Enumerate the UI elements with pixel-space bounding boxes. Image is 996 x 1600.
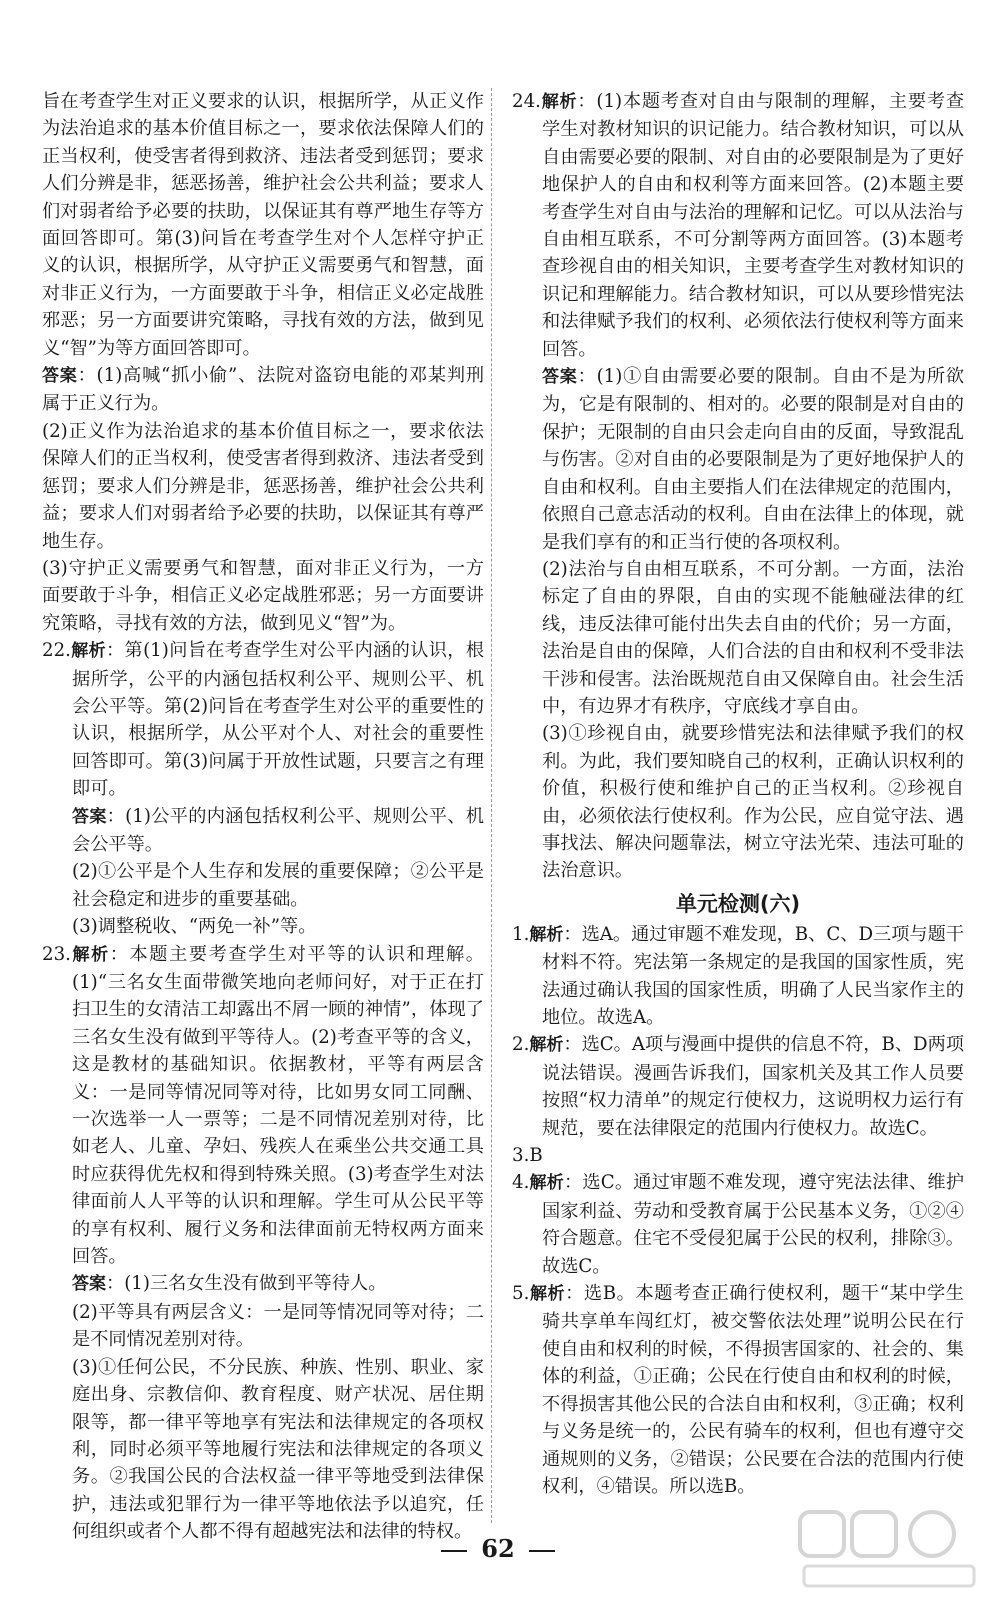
q22-answer-2: (2)①公平是个人生存和发展的重要保障；②公平是社会稳定和进步的重要基础。 bbox=[72, 861, 484, 910]
q24-answer-1: 答案：(1)①自由需要必要的限制。自由不是为所欲为，它是有限制的、相对的。必要的限制是对自由的保护；无限制的自由只会走向自由的反面，导致混乱与伤害。②对自由的必要限制是为了更好地保护人的自由和权利。自由主要指人们在法律规定的范围内，依照自己意志活动的权利。自由在法律上的体现，就是我们享有的和正当行使的各项权利。 bbox=[542, 366, 965, 553]
right-column bbox=[512, 88, 964, 1500]
answer-label: 答案 bbox=[42, 366, 78, 387]
q24-analysis: 24.解析：(1)本题考查对自由与限制的理解，主要考查学生对教材知识的识记能力。结合教材知识，可以从自由需要必要的限制、对自由的必要限制是为了更好地保护人的自由和权利等方面来回答。(2)本题主要考查学生对自由与法治的理解和记忆。可以从法治与自由相互联系，不可分割等两方面回答。(3)本题考查珍视自由的相关知识，主要考查学生对教材知识的识记和理解能力。结合教材知识，可以从要珍惜宪法和法律赋予我们的权利、必须依法行使权利等方面来回答。 bbox=[512, 91, 965, 360]
watermark-logo bbox=[796, 1506, 982, 1592]
s3-answer: 3.B bbox=[512, 1145, 543, 1167]
page-number: 62 bbox=[0, 1534, 996, 1563]
q24-answer-2: (2)法治与自由相互联系，不可分割。一方面，法治标定了自由的界限，自由的实现不能触碰法律的红线，违反法律可能付出失去自由的代价；另一方面，法治是自由的保障，人们合法的自由和权利不受非法干涉和侵害。法治既规范自由又保障自由。社会生活中，有边界才有秩序，守底线才享自由。 bbox=[542, 558, 964, 717]
dash-right bbox=[529, 1550, 555, 1552]
q21-answer-1: 答案：(1)高喊“抓小偷”、法院对盗窃电能的邓某判刑属于正义行为。 bbox=[42, 365, 485, 415]
s1-analysis: 1.解析：选A。通过审题不难发现，B、C、D三项与题干材料不符。宪法第一条规定的是我国的国家性质，宪法通过确认我国的国家性质，明确了人民当家作主的地位。故选A。 bbox=[512, 923, 965, 1028]
q21-answer-2: (2)正义作为法治追求的基本价值目标之一，要求依法保障人们的正当权利，使受害者得到救济、违法者受到惩罚；要求人们分辨是非，惩恶扬善，维护社会公共利益；要求人们对弱者给予必要的扶助，以保证其有尊严地生存。 bbox=[42, 420, 484, 552]
s4-analysis: 4.解析：选C。通过审题不难发现，遵守宪法法律、维护国家利益、劳动和受教育属于公民基本义务，①②④符合题意。住宅不受侵犯属于公民的权利，排除③。故选C。 bbox=[512, 1172, 965, 1277]
q23-answer-3: (3)①任何公民，不分民族、种族、性别、职业、家庭出身、宗教信仰、教育程度、财产状况、居住期限等，都一律平等地享有宪法和法律规定的各项权利，同时必须平等地履行宪法和法律规定的各项义务。②我国公民的合法权益一律平等地受到法律保护，违法或犯罪行为一律平等地依法予以追究，任何组织或者个人都不得有超越宪法和法律的特权。 bbox=[72, 1356, 484, 1543]
q23-analysis: 23.解析：本题主要考查学生对平等的认识和理解。(1)“三名女生面带微笑地向老师问好，对于正在打扫卫生的女清洁工却露出不屑一顾的神情”，体现了三名女生没有做到平等待人。(2)考查平等的含义，这是教材的基础知识。依据教材，平等有两层含义：一是同等情况同等对待，比如男女同工同酬、一次选举一人一票等；二是不同情况差别对待，比如老人、儿童、孕妇、残疾人在乘坐公共交通工具时应获得优先权和得到特殊关照。(3)考查学生对法律面前人人平等的认识和理解。学生可从公民平等的享有权利、履行义务和法律面前无特权两方面来回答。 bbox=[42, 943, 484, 1268]
q23-answer-2: (2)平等具有两层含义：一是同等情况同等对待；二是不同情况差别对待。 bbox=[72, 1301, 484, 1351]
q24-answer-3: (3)①珍视自由，就要珍惜宪法和法律赋予我们的权利。为此，我们要知晓自己的权利，正确认识权利的价值，积极行使和维护自己的正当权利。②珍视自由，必须依法行使权利。作为公民，应自觉守法、遇事找法、解决问题靠法，树立守法光荣、违法可耻的法治意识。 bbox=[542, 723, 964, 882]
s5-analysis: 5.解析：选B。本题考查正确行使权利，题干“某中学生骑共享单车闯红灯，被交警依法处理”说明公民在行使自由和权利的时候，不得损害国家的、社会的、集体的利益，①正确；公民在行使自由和权利的时候，不得损害其他公民的合法自由和权利，③正确；权利与义务是统一的，公民有骑车的权利，但也有遵守交通规则的义务，②错误；公民要在合法的范围内行使权利，④错误。所以选B。 bbox=[512, 1283, 964, 1497]
q23-answer-1: 答案：(1)三名女生没有做到平等待人。 bbox=[72, 1273, 387, 1295]
left-column bbox=[42, 88, 484, 1546]
column-divider bbox=[491, 88, 492, 1523]
q21-answer-3: (3)守护正义需要勇气和智慧，面对非正义行为，一方面要敢于斗争，相信正义必定战胜邪恶；另一方面要讲究策略，寻找有效的方法，做到见义“智”为。 bbox=[42, 557, 484, 634]
q22-answer-3: (3)调整税收、“两免一补”等。 bbox=[72, 916, 317, 938]
q21-analysis-continued: 旨在考查学生对正义要求的认识，根据所学，从正义作为法治追求的基本价值目标之一，要求依法保障人们的正当权利，使受害者得到救济、违法者受到惩罚；要求人们分辨是非，惩恶扬善，维护社会公共利益；要求人们对弱者给予必要的扶助，以保证其有尊严地生存等方面回答即可。第(3)问旨在考查学生对个人怎样守护正义的认识，根据所学，从守护正义需要勇气和智慧，面对非正义行为，一方面要敢于斗争，相信正义必定战胜邪恶；另一方面要讲究策略，寻找有效的方法，做到见义“智”为等方面回答即可。 bbox=[42, 91, 484, 359]
q22-analysis: 22.解析：第(1)问旨在考查学生对公平内涵的认识，根据所学，公平的内涵包括权利公平、规则公平、机会公平等。第(2)问旨在考查学生对公平的重要性的认识，根据所学，从公平对个人、对社会的重要性回答即可。第(3)问属于开放性试题，只要言之有理即可。 bbox=[42, 640, 485, 800]
dash-left bbox=[441, 1550, 467, 1552]
q22-answer-1: 答案：(1)公平的内涵包括权利公平、规则公平、机会公平等。 bbox=[72, 805, 485, 855]
section-title: 单元检测(六) bbox=[675, 891, 801, 916]
s2-analysis: 2.解析：选C。A项与漫画中提供的信息不符，B、D两项说法错误。漫画告诉我们，国家机关及其工作人员要按照“权力清单”的规定行使权力，这说明权力运行有规范，要在法律限定的范围内行使权力。故选C。 bbox=[512, 1034, 965, 1139]
